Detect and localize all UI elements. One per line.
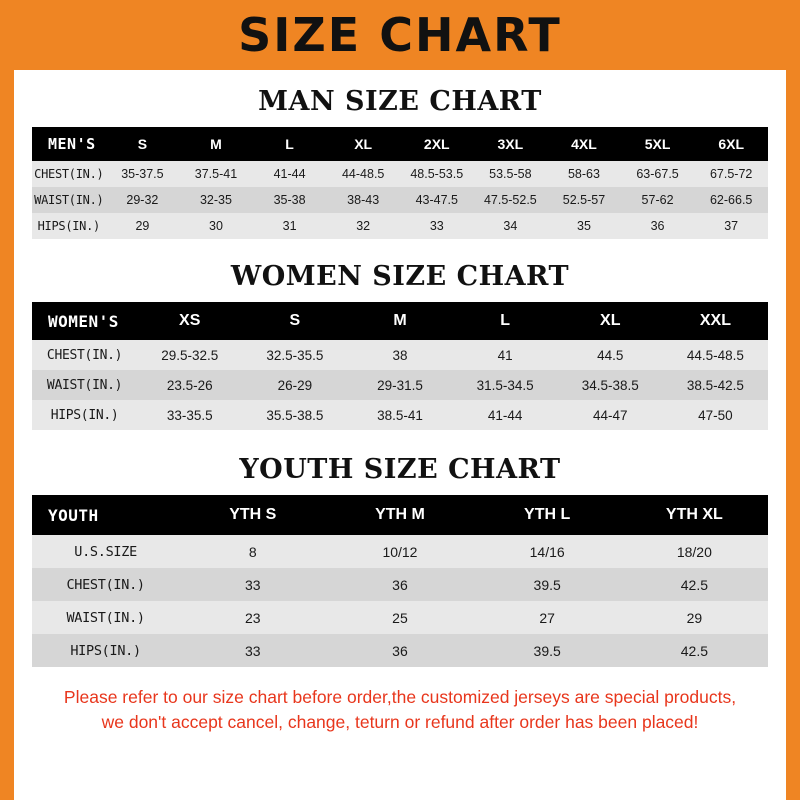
youth-cell-2-1: 25 [326, 601, 473, 634]
man-size-table [32, 127, 768, 239]
women-cell-2-4: 44-47 [558, 400, 663, 430]
women-header-6: XXL [663, 302, 768, 340]
man-row-2-label: HIPS(IN.) [32, 213, 106, 239]
man-cell-1-7: 57-62 [621, 187, 695, 213]
man-cell-0-8: 67.5-72 [694, 161, 768, 187]
youth-table-body [32, 535, 768, 667]
youth-cell-1-2: 39.5 [474, 568, 621, 601]
youth-cell-3-3: 42.5 [621, 634, 768, 667]
man-cell-1-4: 43-47.5 [400, 187, 474, 213]
women-header-3: M [347, 302, 452, 340]
youth-cell-2-0: 23 [179, 601, 326, 634]
women-row-2-label: HIPS(IN.) [32, 400, 137, 430]
youth-cell-0-2: 14/16 [474, 535, 621, 568]
man-table-body [32, 161, 768, 239]
man-cell-2-6: 35 [547, 213, 621, 239]
order-notice [32, 685, 768, 736]
man-header-9: 6XL [694, 127, 768, 161]
youth-row-2-label: WAIST(IN.) [32, 601, 179, 634]
women-cell-1-1: 26-29 [242, 370, 347, 400]
man-section-title: MAN SIZE CHART [258, 86, 542, 117]
youth-header-2: YTH M [326, 495, 473, 535]
man-cell-2-1: 30 [179, 213, 253, 239]
women-row-1-label: WAIST(IN.) [32, 370, 137, 400]
man-table-head [32, 127, 768, 161]
youth-table-head [32, 495, 768, 535]
women-cell-2-1: 35.5-38.5 [242, 400, 347, 430]
youth-cell-2-3: 29 [621, 601, 768, 634]
youth-header-4: YTH XL [621, 495, 768, 535]
women-size-table [32, 302, 768, 430]
women-cell-2-2: 38.5-41 [347, 400, 452, 430]
man-cell-0-7: 63-67.5 [621, 161, 695, 187]
content [14, 86, 786, 736]
table-row [32, 601, 768, 634]
women-cell-2-3: 41-44 [453, 400, 558, 430]
man-cell-1-8: 62-66.5 [694, 187, 768, 213]
man-header-1: S [106, 127, 180, 161]
women-cell-0-0: 29.5-32.5 [137, 340, 242, 370]
women-header-1: XS [137, 302, 242, 340]
man-cell-1-0: 29-32 [106, 187, 180, 213]
youth-size-table [32, 495, 768, 667]
man-header-0: MEN'S [32, 127, 106, 161]
banner [14, 0, 786, 70]
table-row [32, 370, 768, 400]
youth-cell-1-3: 42.5 [621, 568, 768, 601]
man-cell-1-6: 52.5-57 [547, 187, 621, 213]
order-notice-line-1: Please refer to our size chart before order,the customized jerseys are special products, [63, 687, 737, 707]
women-cell-1-4: 34.5-38.5 [558, 370, 663, 400]
man-cell-2-8: 37 [694, 213, 768, 239]
man-cell-1-2: 35-38 [253, 187, 327, 213]
women-header-2: S [242, 302, 347, 340]
youth-cell-3-0: 33 [179, 634, 326, 667]
man-cell-0-1: 37.5-41 [179, 161, 253, 187]
youth-header-1: YTH S [179, 495, 326, 535]
women-row-0-label: CHEST(IN.) [32, 340, 137, 370]
youth-size-table-wrap [32, 495, 768, 667]
women-cell-0-2: 38 [347, 340, 452, 370]
youth-row-0-label: U.S.SIZE [32, 535, 179, 568]
women-section-title: WOMEN SIZE CHART [230, 261, 570, 292]
women-table-body [32, 340, 768, 430]
women-cell-0-3: 41 [453, 340, 558, 370]
youth-cell-3-2: 39.5 [474, 634, 621, 667]
youth-row-1-label: CHEST(IN.) [32, 568, 179, 601]
youth-header-3: YTH L [474, 495, 621, 535]
man-cell-0-4: 48.5-53.5 [400, 161, 474, 187]
table-row [32, 161, 768, 187]
youth-cell-3-1: 36 [326, 634, 473, 667]
youth-section-title: YOUTH SIZE CHART [239, 454, 561, 485]
women-header-0: WOMEN'S [32, 302, 137, 340]
women-size-table-wrap [32, 302, 768, 430]
man-header-4: XL [326, 127, 400, 161]
man-header-5: 2XL [400, 127, 474, 161]
man-cell-0-0: 35-37.5 [106, 161, 180, 187]
youth-cell-1-0: 33 [179, 568, 326, 601]
women-cell-1-2: 29-31.5 [347, 370, 452, 400]
man-header-3: L [253, 127, 327, 161]
youth-header-0: YOUTH [32, 495, 179, 535]
man-header-8: 5XL [621, 127, 695, 161]
table-row [32, 340, 768, 370]
man-cell-2-7: 36 [621, 213, 695, 239]
youth-cell-2-2: 27 [474, 601, 621, 634]
women-cell-0-4: 44.5 [558, 340, 663, 370]
youth-cell-0-0: 8 [179, 535, 326, 568]
man-cell-2-0: 29 [106, 213, 180, 239]
man-cell-2-3: 32 [326, 213, 400, 239]
man-row-1-label: WAIST(IN.) [32, 187, 106, 213]
women-cell-2-5: 47-50 [663, 400, 768, 430]
table-row [32, 535, 768, 568]
women-cell-0-5: 44.5-48.5 [663, 340, 768, 370]
man-cell-2-2: 31 [253, 213, 327, 239]
man-cell-2-4: 33 [400, 213, 474, 239]
table-row [32, 634, 768, 667]
table-header-row [32, 302, 768, 340]
man-cell-1-5: 47.5-52.5 [474, 187, 548, 213]
youth-cell-0-3: 18/20 [621, 535, 768, 568]
table-header-row [32, 127, 768, 161]
man-row-0-label: CHEST(IN.) [32, 161, 106, 187]
women-header-5: XL [558, 302, 663, 340]
women-cell-1-3: 31.5-34.5 [453, 370, 558, 400]
table-row [32, 568, 768, 601]
man-cell-0-2: 41-44 [253, 161, 327, 187]
order-notice-line-2: we don't accept cancel, change, teturn or refund after order has been placed! [101, 712, 699, 733]
table-header-row [32, 495, 768, 535]
man-cell-2-5: 34 [474, 213, 548, 239]
table-row [32, 213, 768, 239]
man-cell-0-6: 58-63 [547, 161, 621, 187]
man-header-6: 3XL [474, 127, 548, 161]
table-row [32, 400, 768, 430]
women-cell-0-1: 32.5-35.5 [242, 340, 347, 370]
youth-cell-0-1: 10/12 [326, 535, 473, 568]
man-cell-0-3: 44-48.5 [326, 161, 400, 187]
women-cell-2-0: 33-35.5 [137, 400, 242, 430]
table-row [32, 187, 768, 213]
women-header-4: L [453, 302, 558, 340]
man-cell-1-1: 32-35 [179, 187, 253, 213]
man-header-7: 4XL [547, 127, 621, 161]
man-size-table-wrap [32, 127, 768, 239]
women-cell-1-5: 38.5-42.5 [663, 370, 768, 400]
youth-cell-1-1: 36 [326, 568, 473, 601]
women-table-head [32, 302, 768, 340]
page-title: SIZE CHART [238, 8, 562, 62]
youth-row-3-label: HIPS(IN.) [32, 634, 179, 667]
women-cell-1-0: 23.5-26 [137, 370, 242, 400]
man-header-2: M [179, 127, 253, 161]
man-cell-0-5: 53.5-58 [474, 161, 548, 187]
man-cell-1-3: 38-43 [326, 187, 400, 213]
